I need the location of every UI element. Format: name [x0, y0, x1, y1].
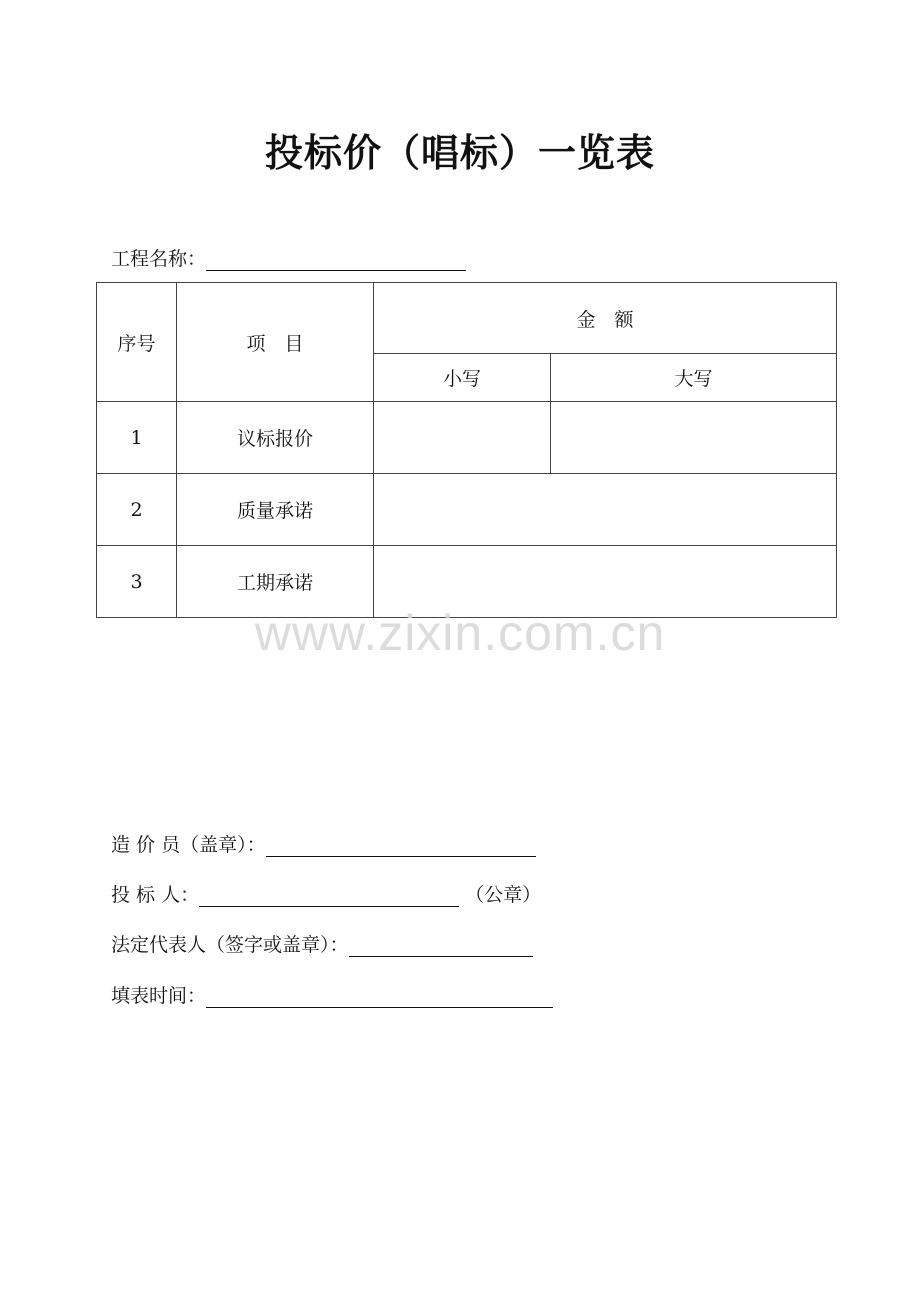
legal-rep-blank[interactable] [349, 934, 533, 957]
table-row [97, 474, 837, 546]
row-amount-small-cell[interactable] [374, 402, 551, 474]
cost-engineer-label: 造 价 员（盖章）： [111, 834, 266, 856]
bidder-seal-note: （公章） [465, 884, 542, 906]
header-amount-small: 小写 [374, 354, 551, 402]
watermark-text: www.zixin.com.cn [254, 605, 666, 661]
row-item: 议标报价 [177, 402, 374, 474]
bidder-blank[interactable] [199, 884, 459, 907]
cost-engineer-blank[interactable] [266, 834, 536, 857]
legal-rep-field [111, 930, 533, 957]
header-item: 项 目 [177, 283, 374, 402]
header-amount-big: 大写 [551, 354, 837, 402]
bid-price-table [96, 282, 837, 618]
project-name-label: 工程名称： [111, 248, 207, 270]
fill-date-label: 填表时间： [111, 985, 207, 1007]
row-amount-cell[interactable] [374, 474, 837, 546]
row-item: 质量承诺 [177, 474, 374, 546]
header-amount: 金 额 [374, 283, 837, 354]
row-amount-big-cell[interactable] [551, 402, 837, 474]
project-name-field [111, 244, 466, 271]
row-item: 工期承诺 [177, 546, 374, 618]
document-title: 投标价（唱标）一览表 [264, 131, 655, 175]
bidder-field [111, 880, 541, 907]
table-row [97, 402, 837, 474]
bidder-label: 投 标 人： [111, 884, 200, 906]
fill-date-blank[interactable] [206, 985, 553, 1008]
fill-date-field [111, 981, 553, 1008]
header-seq: 序号 [97, 283, 177, 402]
row-seq: 3 [97, 546, 177, 618]
cost-engineer-field [111, 830, 536, 857]
project-name-blank[interactable] [206, 248, 466, 271]
row-seq: 1 [97, 402, 177, 474]
legal-rep-label: 法定代表人（签字或盖章）： [111, 934, 349, 956]
row-seq: 2 [97, 474, 177, 546]
